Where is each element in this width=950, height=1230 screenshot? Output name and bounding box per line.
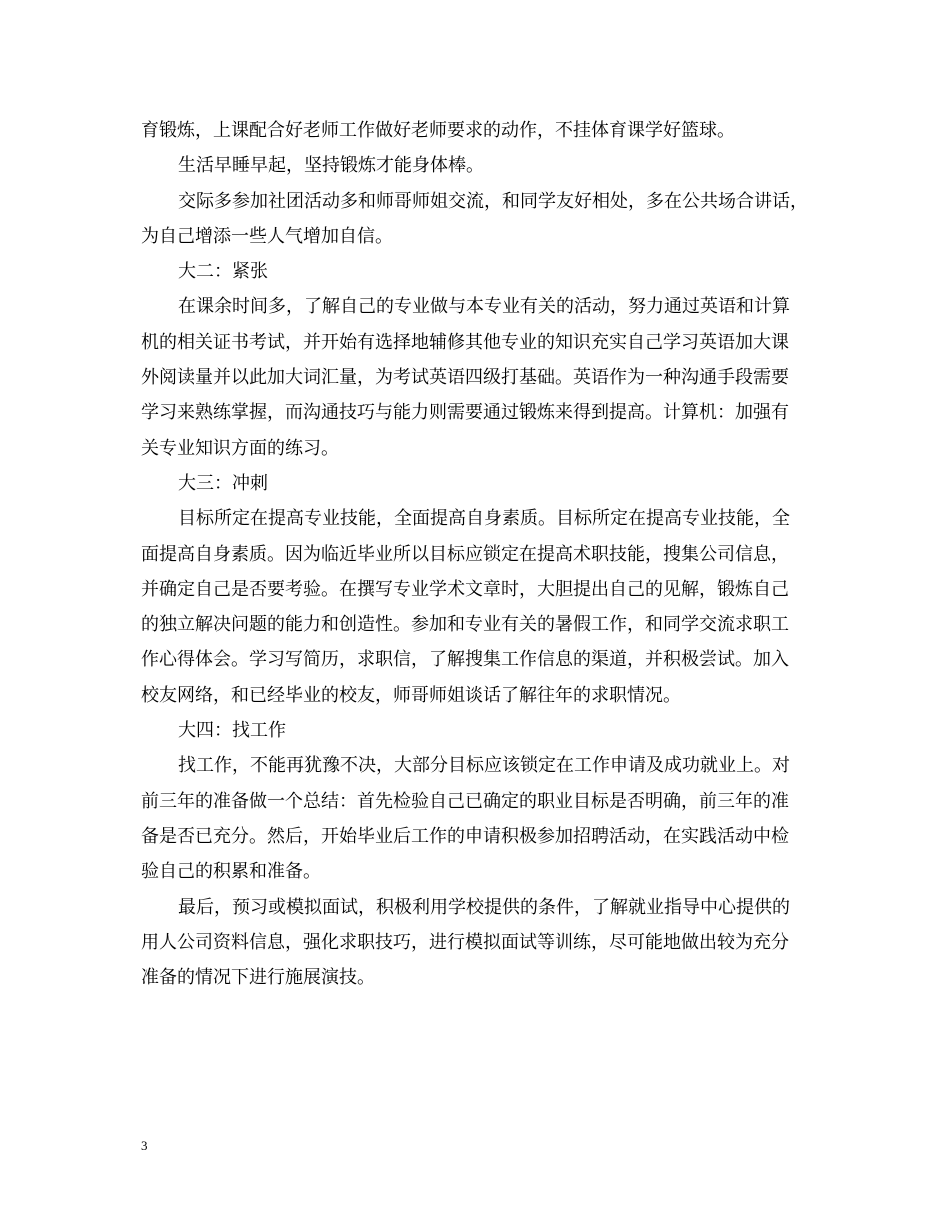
text-line: 交际多参加社团活动多和师哥师姐交流，和同学友好相处，多在公共场合讲话， — [178, 190, 808, 212]
body-text — [141, 113, 827, 995]
section-heading: 大二：紧张 — [178, 261, 268, 283]
text-line: 校友网络，和已经毕业的校友，师哥师姐谈话了解往年的求职情况。 — [141, 684, 681, 706]
text-line: 验自己的积累和准备。 — [141, 861, 321, 883]
text-line: 备是否已充分。然后，开始毕业后工作的申请积极参加招聘活动，在实践活动中检 — [141, 825, 789, 847]
text-line: 的独立解决问题的能力和创造性。参加和专业有关的暑假工作，和同学交流求职工 — [141, 614, 789, 636]
text-line: 生活早睡早起，坚持锻炼才能身体棒。 — [178, 155, 484, 177]
section-heading: 大四：找工作 — [178, 720, 286, 742]
text-line: 用人公司资料信息，强化求职技巧，进行模拟面试等训练，尽可能地做出较为充分 — [141, 931, 789, 953]
text-line: 面提高自身素质。因为临近毕业所以目标应锁定在提高术职技能，搜集公司信息， — [141, 543, 789, 565]
text-line: 准备的情况下进行施展演技。 — [141, 967, 375, 989]
text-line: 机的相关证书考试，并开始有选择地辅修其他专业的知识充实自己学习英语加大课 — [141, 331, 789, 353]
text-line: 并确定自己是否要考验。在撰写专业学术文章时，大胆提出自己的见解，锻炼自己 — [141, 578, 789, 600]
text-line: 育锻炼，上课配合好老师工作做好老师要求的动作，不挂体育课学好篮球。 — [141, 120, 735, 141]
text-line: 作心得体会。学习写简历，求职信，了解搜集工作信息的渠道，并积极尝试。加入 — [141, 649, 789, 671]
text-line: 前三年的准备做一个总结：首先检验自己已确定的职业目标是否明确，前三年的准 — [141, 790, 789, 812]
page-number: 3 — [141, 1138, 148, 1153]
text-line: 为自己增添一些人气增加自信。 — [141, 225, 393, 247]
section-heading: 大三：冲刺 — [178, 472, 268, 494]
text-line: 在课余时间多，了解自己的专业做与本专业有关的活动，努力通过英语和计算 — [178, 296, 790, 318]
text-line: 关专业知识方面的练习。 — [141, 437, 339, 459]
text-line: 外阅读量并以此加大词汇量，为考试英语四级打基础。英语作为一种沟通手段需要 — [141, 367, 789, 389]
text-line: 最后，预习或模拟面试，积极利用学校提供的条件，了解就业指导中心提供的 — [178, 896, 790, 918]
text-line: 找工作，不能再犹豫不决，大部分目标应该锁定在工作申请及成功就业上。对 — [178, 755, 790, 777]
text-line: 目标所定在提高专业技能，全面提高自身素质。目标所定在提高专业技能，全 — [178, 508, 790, 530]
text-line: 学习来熟练掌握，而沟通技巧与能力则需要通过锻炼来得到提高。计算机：加强有 — [141, 402, 789, 424]
